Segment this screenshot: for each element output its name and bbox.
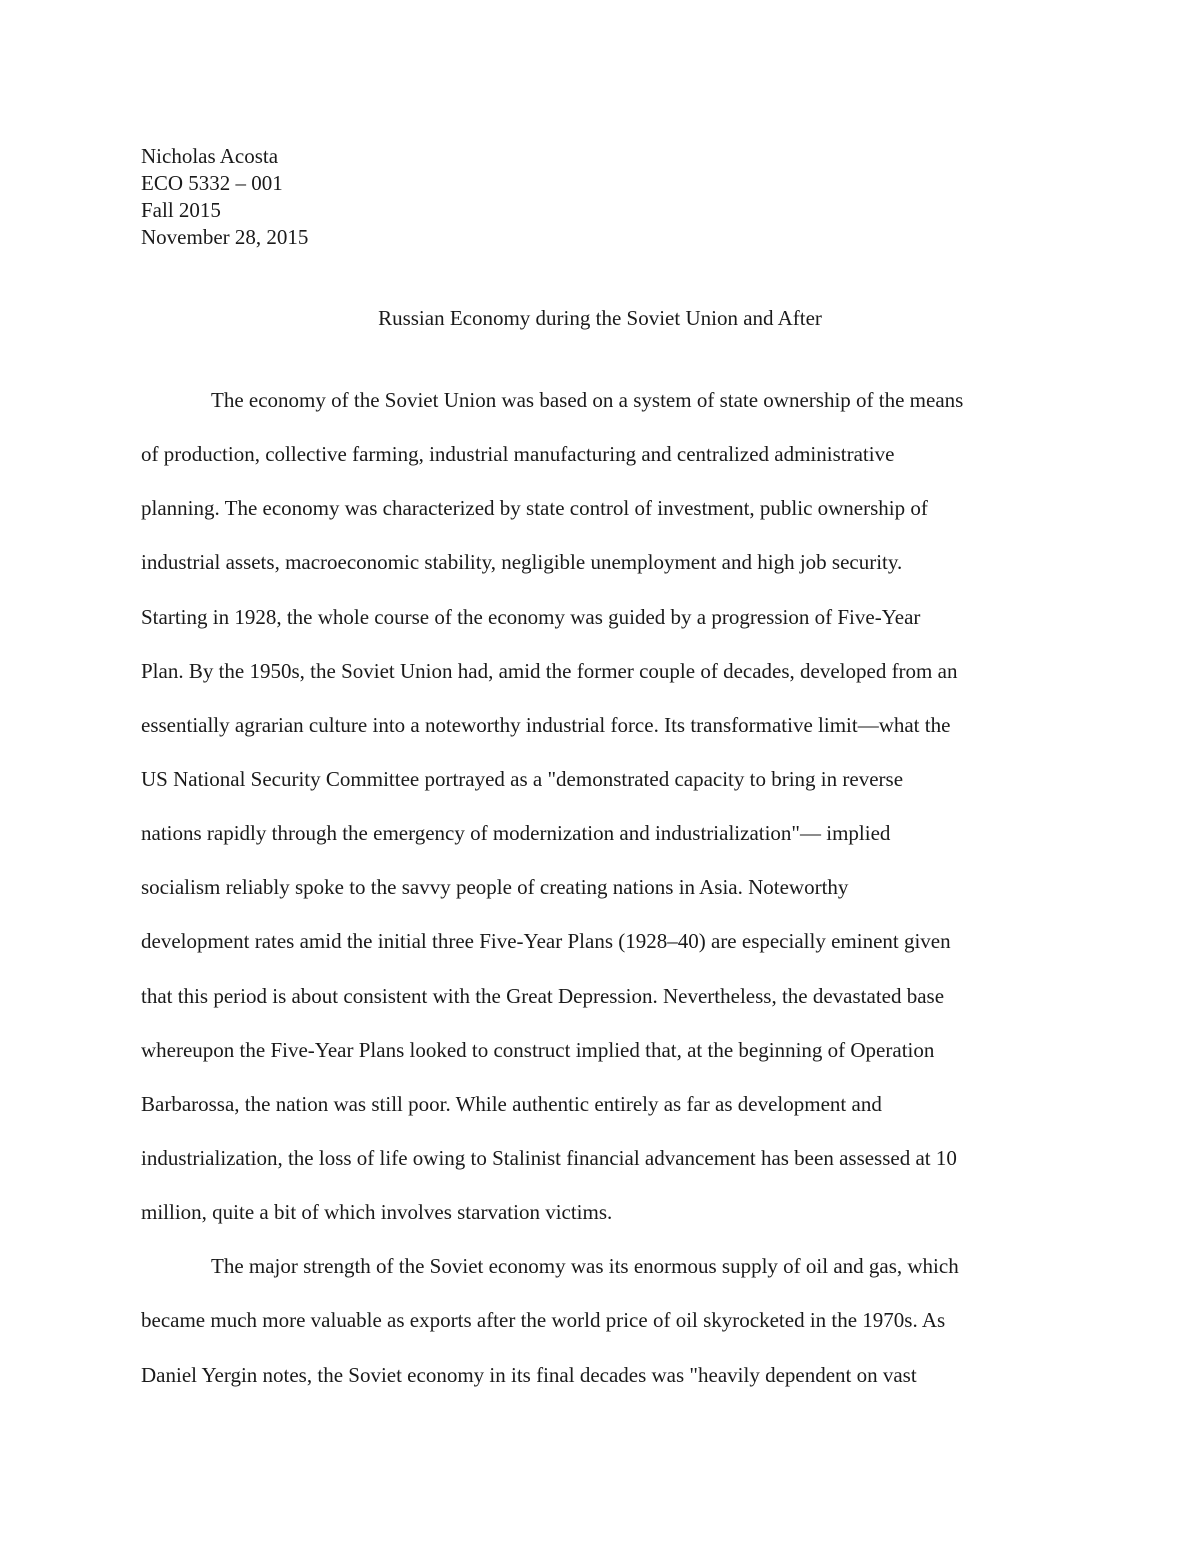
paragraph-1-line: The economy of the Soviet Union was based on a system of state ownership of the means <box>211 388 964 412</box>
paragraph-1-line: planning. The economy was characterized by state control of investment, public ownership of <box>141 496 928 521</box>
paragraph-1-line: of production, collective farming, industrial manufacturing and centralized administrative <box>141 442 895 467</box>
paragraph-1-line: Barbarossa, the nation was still poor. While authentic entirely as far as development and <box>141 1091 882 1116</box>
paragraph-2-line: became much more valuable as exports after the world price of oil skyrocketed in the 1970s. As <box>141 1308 946 1333</box>
paragraph-1-line: Plan. By the 1950s, the Soviet Union had, amid the former couple of decades, developed from an <box>141 658 958 683</box>
header-block <box>141 143 308 251</box>
body-text <box>141 382 1059 1411</box>
document-title: Russian Economy during the Soviet Union and After <box>378 306 822 330</box>
paragraph-1-line: nations rapidly through the emergency of modernization and industrialization"— implied <box>141 821 891 846</box>
paragraph-1-line: whereupon the Five-Year Plans looked to construct implied that, at the beginning of Operation <box>141 1037 935 1062</box>
paragraph-1-line: Starting in 1928, the whole course of the economy was guided by a progression of Five-Year <box>141 604 921 629</box>
paragraph-1-line: industrial assets, macroeconomic stability, negligible unemployment and high job security. <box>141 550 903 575</box>
paragraph-1-line: that this period is about consistent with the Great Depression. Nevertheless, the devastated base <box>141 983 945 1008</box>
paragraph-2-line: The major strength of the Soviet economy was its enormous supply of oil and gas, which <box>211 1254 959 1279</box>
author-name: Nicholas Acosta <box>141 144 279 168</box>
paragraph-1-line: US National Security Committee portrayed as a "demonstrated capacity to bring in reverse <box>141 766 904 791</box>
paragraph-2-line: Daniel Yergin notes, the Soviet economy in its final decades was "heavily dependent on vast <box>141 1362 917 1387</box>
paragraph-1-line: essentially agrarian culture into a noteworthy industrial force. Its transformative limit—what the <box>141 712 951 737</box>
term: Fall 2015 <box>141 198 221 222</box>
date: November 28, 2015 <box>141 225 309 249</box>
course-code: ECO 5332 – 001 <box>141 171 283 195</box>
paragraph-1-line: industrialization, the loss of life owing to Stalinist financial advancement has been assessed at 10 <box>141 1145 957 1170</box>
paragraph-1-line: development rates amid the initial three Five-Year Plans (1928–40) are especially eminent given <box>141 929 951 954</box>
paragraph-1-line: million, quite a bit of which involves starvation victims. <box>141 1200 613 1225</box>
paragraph-1-line: socialism reliably spoke to the savvy people of creating nations in Asia. Noteworthy <box>141 875 849 900</box>
